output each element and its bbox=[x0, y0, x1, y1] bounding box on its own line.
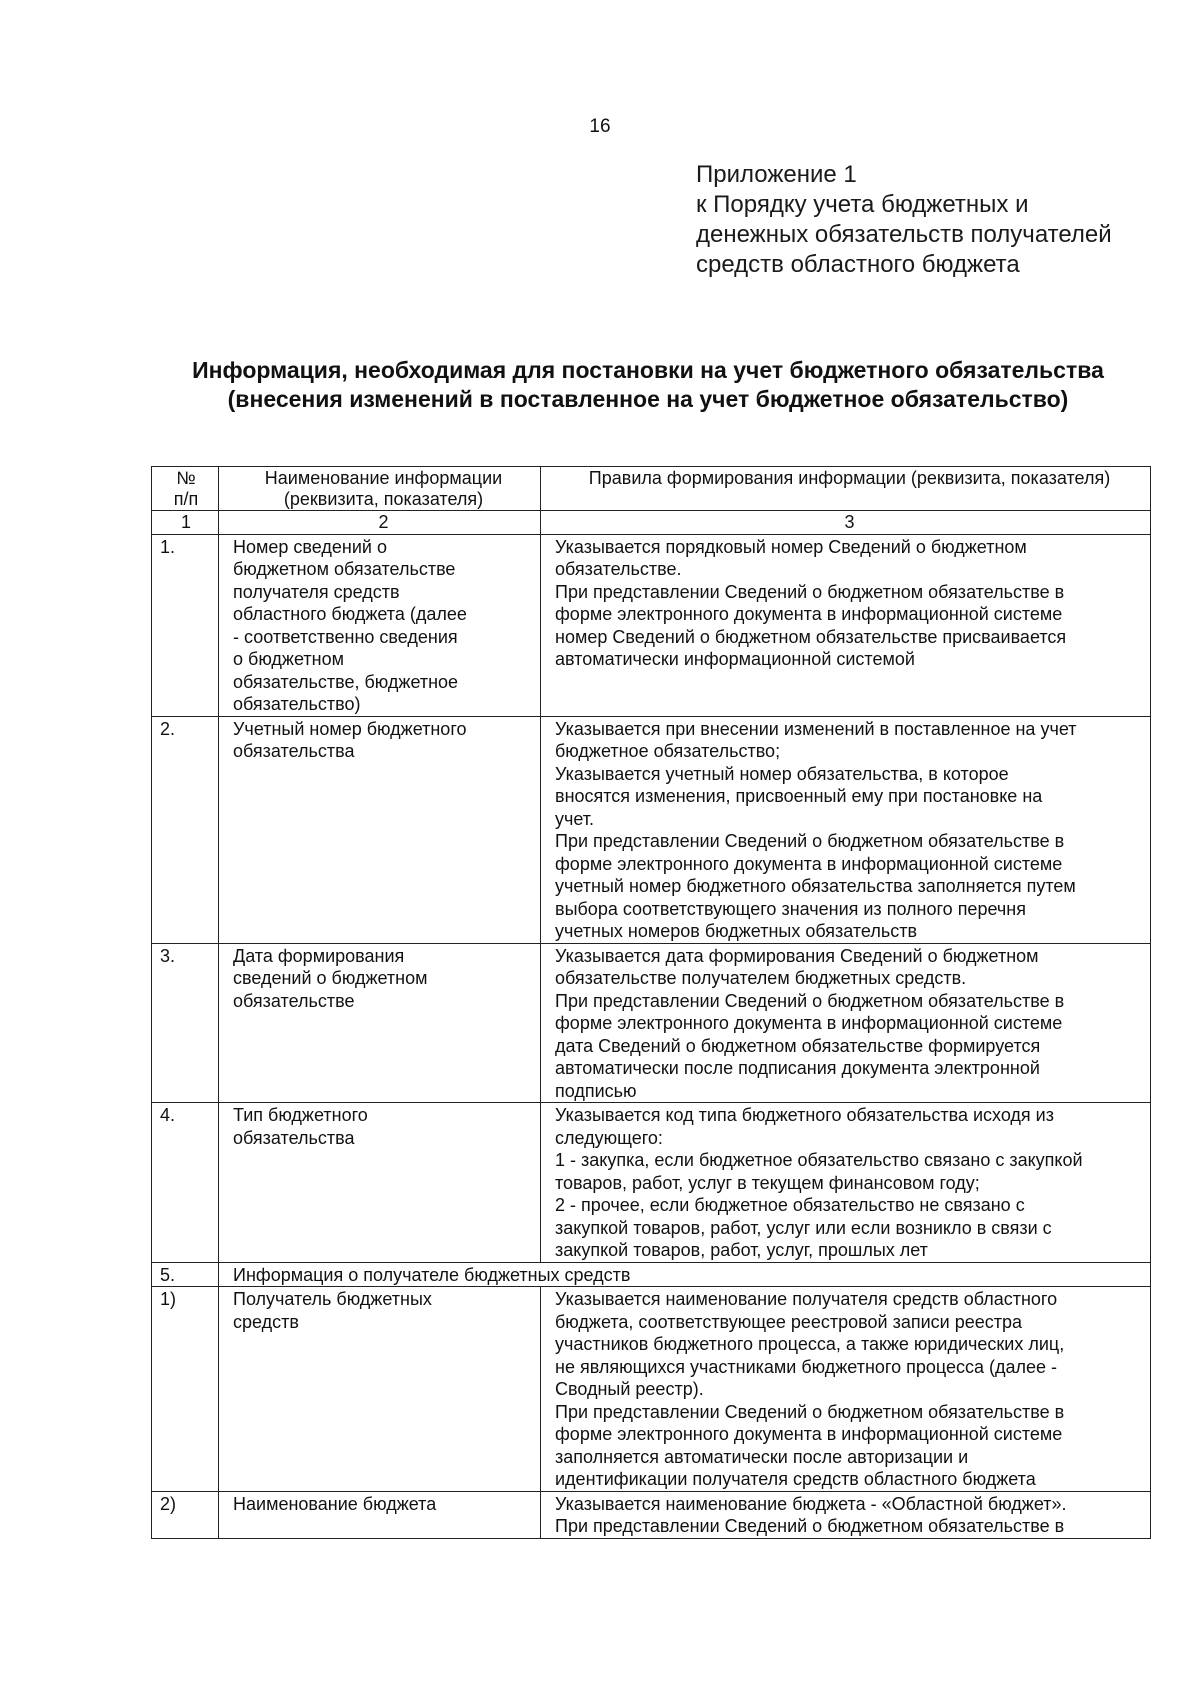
header-rule: Правила формирования информации (реквизита, показателя) bbox=[541, 467, 1151, 511]
section-title: Информация о получателе бюджетных средств bbox=[219, 1262, 1151, 1287]
row-rule: Указывается наименование получателя средств областного бюджета, соответствующее реестровой записи реестра участников бюджетного процесса, а также юридических лиц, не являющихся участниками бюджетного процесса (далее - Сводный реестр). При представлении Сведений о бюджетном обязательстве в форме электронного документа в информационной системе заполняется автоматически после авторизации и идентификации получателя средств областного бюджета bbox=[541, 1287, 1151, 1492]
table-row bbox=[152, 1287, 1151, 1492]
table-row bbox=[152, 534, 1151, 716]
row-name: Номер сведений о бюджетном обязательстве получателя средств областного бюджета (далее - соответственно сведения о бюджетном обязательстве, бюджетное обязательство) bbox=[219, 534, 541, 716]
column-number: 3 bbox=[541, 511, 1151, 535]
row-name: Наименование бюджета bbox=[219, 1491, 541, 1538]
row-rule: Указывается порядковый номер Сведений о бюджетном обязательстве. При представлении Сведений о бюджетном обязательстве в форме электронного документа в информационной системе номер Сведений о бюджетном обязательстве присваивается автоматически информационной системой bbox=[541, 534, 1151, 716]
column-number: 1 bbox=[152, 511, 219, 535]
appendix-block bbox=[696, 160, 1112, 280]
appendix-line: денежных обязательств получателей bbox=[696, 221, 1112, 248]
row-name: Получатель бюджетных средств bbox=[219, 1287, 541, 1492]
header-number: № п/п bbox=[152, 467, 219, 511]
section-row bbox=[152, 1262, 1151, 1287]
page-number: 16 bbox=[589, 116, 611, 137]
section-number: 5. bbox=[152, 1262, 219, 1287]
appendix-line: Приложение 1 bbox=[696, 161, 857, 188]
row-number: 3. bbox=[152, 943, 219, 1103]
row-number: 4. bbox=[152, 1103, 219, 1263]
row-rule: Указывается наименование бюджета - «Областной бюджет». При представлении Сведений о бюджетном обязательстве в bbox=[541, 1491, 1151, 1538]
row-name: Учетный номер бюджетного обязательства bbox=[219, 716, 541, 943]
column-numbers-row bbox=[152, 511, 1151, 535]
header-name: Наименование информации (реквизита, показателя) bbox=[219, 467, 541, 511]
appendix-line: средств областного бюджета bbox=[696, 251, 1020, 278]
title-line-2: (внесения изменений в поставленное на учет бюджетное обязательство) bbox=[227, 386, 1069, 412]
table-row bbox=[152, 943, 1151, 1103]
row-rule: Указывается дата формирования Сведений о бюджетном обязательстве получателем бюджетных средств. При представлении Сведений о бюджетном обязательстве в форме электронного документа в информационной системе дата Сведений о бюджетном обязательстве формируется автоматически после подписания документа электронной подписью bbox=[541, 943, 1151, 1103]
row-name: Дата формирования сведений о бюджетном обязательстве bbox=[219, 943, 541, 1103]
table-row bbox=[152, 1491, 1151, 1538]
column-number: 2 bbox=[219, 511, 541, 535]
row-name: Тип бюджетного обязательства bbox=[219, 1103, 541, 1263]
appendix-line: к Порядку учета бюджетных и bbox=[696, 191, 1029, 218]
row-number: 2. bbox=[152, 716, 219, 943]
row-number: 1) bbox=[152, 1287, 219, 1492]
table-row bbox=[152, 1103, 1151, 1263]
title-line-1: Информация, необходимая для постановки на учет бюджетного обязательства bbox=[192, 357, 1104, 383]
row-number: 1. bbox=[152, 534, 219, 716]
row-rule: Указывается код типа бюджетного обязательства исходя из следующего: 1 - закупка, если бюджетное обязательство связано с закупкой товаров, работ, услуг в текущем финансовом году; 2 - прочее, если бюджетное обязательство не связано с закупкой товаров, работ, услуг или если возникло в связи с закупкой товаров, работ, услуг, прошлых лет bbox=[541, 1103, 1151, 1263]
row-rule: Указывается при внесении изменений в поставленное на учет бюджетное обязательство; Указывается учетный номер обязательства, в которое вносятся изменения, присвоенный ему при постановке на учет. При представлении Сведений о бюджетном обязательстве в форме электронного документа в информационной системе учетный номер бюджетного обязательства заполняется путем выбора соответствующего значения из полного перечня учетных номеров бюджетных обязательств bbox=[541, 716, 1151, 943]
table-row bbox=[152, 716, 1151, 943]
row-number: 2) bbox=[152, 1491, 219, 1538]
table-header-row bbox=[152, 467, 1151, 511]
information-table bbox=[151, 466, 1151, 1539]
document-title bbox=[120, 356, 1176, 414]
